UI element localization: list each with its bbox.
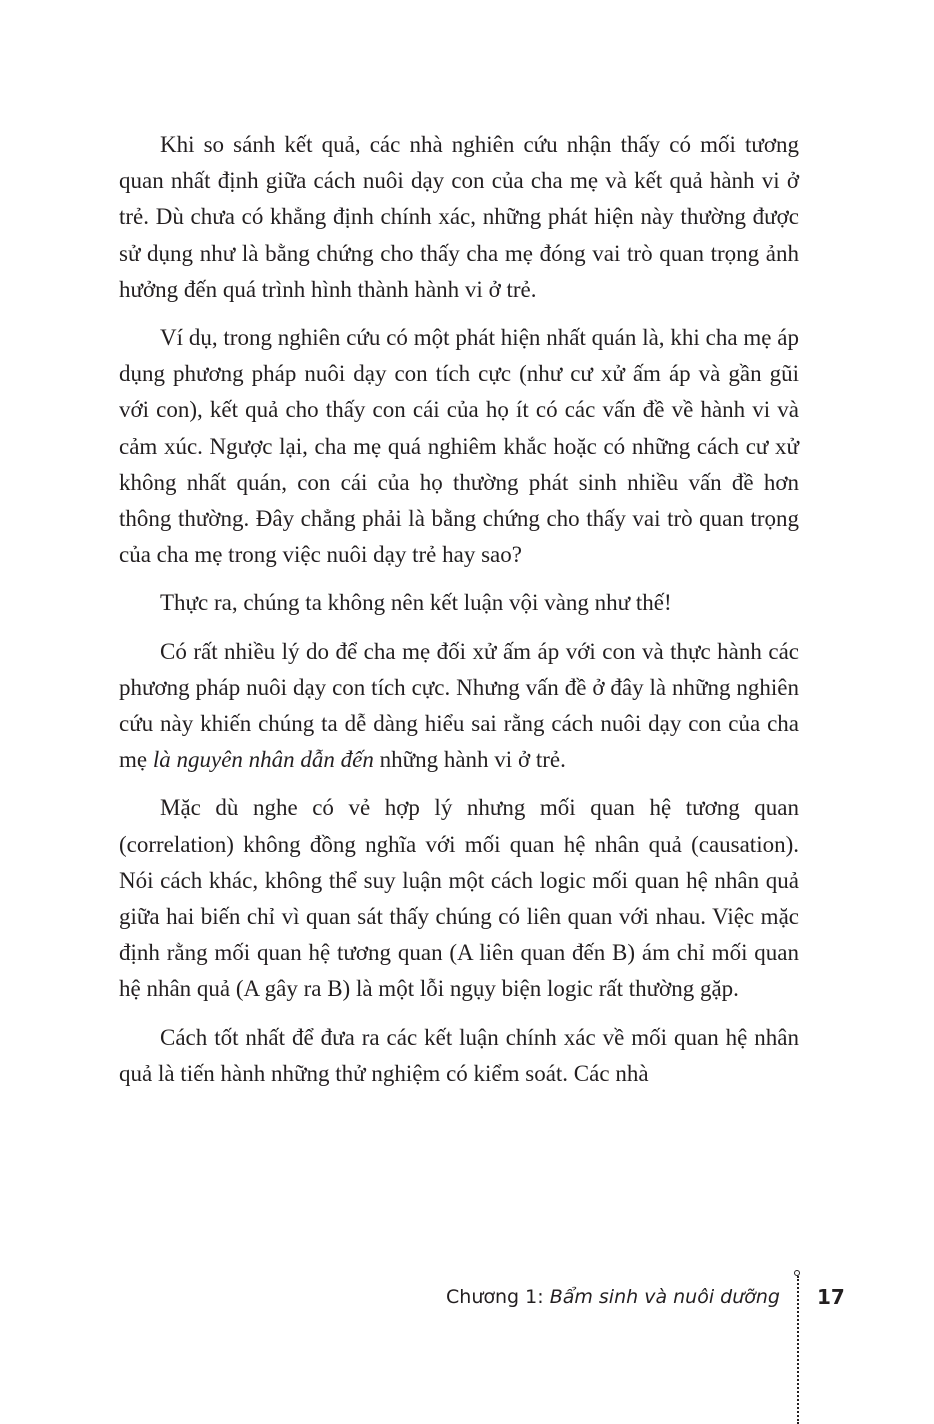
- running-head: [446, 1286, 780, 1308]
- paragraph-4-lead: Có rất nhiều lý do để cha mẹ đối xử ấm áp với con và thực hành các phương pháp nuôi dạy con tích cực. Nhưng vấn đề ở đây là những nghiên cứu này khiến chúng ta dễ dàng hiểu sai rằng cách nuôi dạy con của cha mẹ: [119, 638, 799, 773]
- page-footer: [0, 1284, 934, 1324]
- paragraph-5: Mặc dù nghe có vẻ hợp lý nhưng mối quan hệ tương quan (correlation) không đồng nghĩa với mối quan hệ nhân quả (causation). Nói cách khác, không thể suy luận một cách logic mối quan hệ nhân quả giữa hai biến chỉ vì quan sát thấy chúng có liên quan với nhau. Việc mặc định rằng mối quan hệ tương quan (A liên quan đến B) ám chỉ mối quan hệ nhân quả (A gây ra B) là một lỗi ngụy biện logic rất thường gặp.: [119, 795, 799, 1002]
- paragraph-4-tail: những hành vi ở trẻ.: [373, 747, 566, 773]
- page-number: 17: [817, 1285, 845, 1309]
- paragraph-6: Cách tốt nhất để đưa ra các kết luận chính xác về mối quan hệ nhân quả là tiến hành những thử nghiệm có kiểm soát. Các nhà: [119, 1024, 799, 1086]
- paragraph-1: Khi so sánh kết quả, các nhà nghiên cứu nhận thấy có mối tương quan nhất định giữa cách nuôi dạy con của cha mẹ và kết quả hành vi ở trẻ. Dù chưa có khẳng định chính xác, những phát hiện này thường được sử dụng như là bằng chứng cho thấy cha mẹ đóng vai trò quan trọng ảnh hưởng đến quá trình hình thành hành vi ở trẻ.: [119, 132, 799, 302]
- paragraph-3: Thực ra, chúng ta không nên kết luận vội vàng như thế!: [160, 590, 672, 616]
- paragraph-2: Ví dụ, trong nghiên cứu có một phát hiện nhất quán là, khi cha mẹ áp dụng phương pháp nuôi dạy con tích cực (như cư xử ấm áp và gần gũi với con), kết quả cho thấy con cái của họ ít có các vấn đề về hành vi và cảm xúc. Ngược lại, cha mẹ quá nghiêm khắc hoặc có những cách cư xử không nhất quán, con cái của họ thường phát sinh nhiều vấn đề hơn thông thường. Đây chẳng phải là bằng chứng cho thấy vai trò quan trọng của cha mẹ trong việc nuôi dạy trẻ hay sao?: [119, 325, 799, 568]
- body-text: [119, 127, 799, 1104]
- dotted-divider: [797, 1276, 799, 1424]
- paragraph-4: [119, 634, 799, 779]
- chapter-title: Bẩm sinh và nuôi dưỡng: [549, 1286, 780, 1308]
- chapter-label: Chương 1:: [446, 1286, 550, 1308]
- paragraph-4-emphasis: là nguyên nhân dẫn đến: [152, 747, 374, 773]
